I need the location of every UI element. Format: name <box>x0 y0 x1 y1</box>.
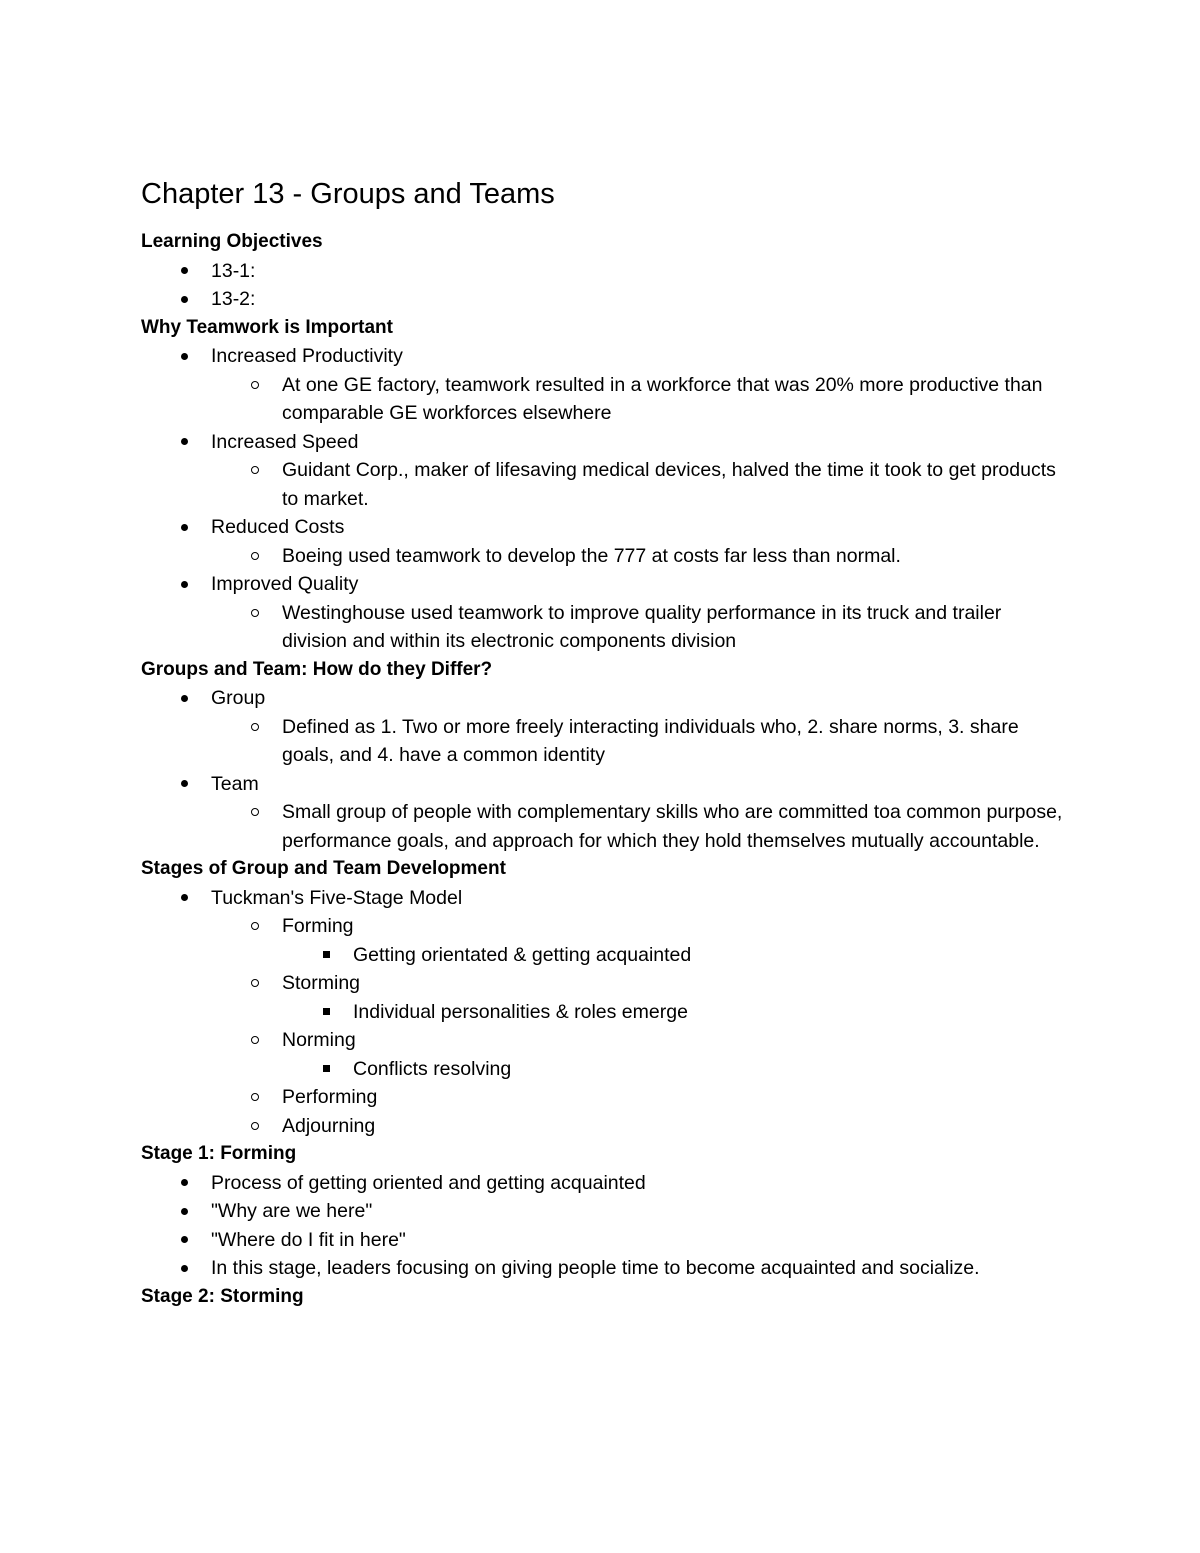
bullet-circle-icon <box>248 1026 262 1055</box>
list-item <box>141 1112 1071 1141</box>
bullet-disc-icon <box>177 570 191 599</box>
bullet-disc-icon <box>177 1226 191 1255</box>
list-item <box>141 684 1071 713</box>
bullet-circle-icon <box>248 1083 262 1112</box>
bullet-disc-icon <box>177 257 191 286</box>
section-heading: Stages of Group and Team Development <box>141 858 506 879</box>
list-item <box>141 428 1071 457</box>
list-item-text: Group <box>211 687 266 709</box>
bullet-disc-icon <box>177 1197 191 1226</box>
page-title: Chapter 13 - Groups and Teams <box>141 178 555 210</box>
list-item-text: Increased Speed <box>211 430 359 453</box>
bullet-circle-icon <box>248 371 262 400</box>
list-item-text: Reduced Costs <box>211 516 345 538</box>
list-item-text: Small group of people with complementary skills who are committed toa common purpose, performance goals, and approach for which they hold themselves mutually accountable. <box>282 801 1063 852</box>
section-heading: Learning Objectives <box>141 231 323 252</box>
bullet-disc-icon <box>177 770 191 799</box>
list-item <box>141 884 1071 913</box>
bullet-circle-icon <box>248 456 262 485</box>
list-item <box>141 371 1071 428</box>
document-body <box>141 228 1071 1311</box>
list-item-text: At one GE factory, teamwork resulted in a workforce that was 20% more productive than comparable GE workforces elsewhere <box>282 373 1043 424</box>
list-item-text: Increased Productivity <box>211 345 403 367</box>
bullet-disc-icon <box>177 285 191 314</box>
list-item <box>141 912 1071 941</box>
section-heading: Stage 2: Storming <box>141 1285 304 1307</box>
list-item-text: "Where do I fit in here" <box>211 1228 406 1251</box>
bullet-circle-icon <box>248 1112 262 1141</box>
list-item <box>141 969 1071 998</box>
list-item-text: Performing <box>282 1086 378 1108</box>
section-heading: Why Teamwork is Important <box>141 316 393 338</box>
list-item-text: Westinghouse used teamwork to improve quality performance in its truck and trailer division and within its electronic components division <box>282 601 1002 652</box>
section-heading: Groups and Team: How do they Differ? <box>141 658 493 680</box>
section-heading: Stage 1: Forming <box>141 1143 297 1164</box>
list-item <box>141 542 1071 571</box>
bullet-disc-icon <box>177 342 191 371</box>
list-item <box>141 342 1071 371</box>
list-item <box>141 1197 1071 1226</box>
list-item-text: Getting orientated & getting acquainted <box>353 943 692 966</box>
bullet-disc-icon <box>177 1169 191 1198</box>
list-item-text: Storming <box>282 972 361 994</box>
bullet-disc-icon <box>177 428 191 457</box>
bullet-disc-icon <box>177 1254 191 1283</box>
list-item-text: 13-2: <box>211 288 256 310</box>
bullet-square-icon <box>319 998 333 1027</box>
list-item-text: Team <box>211 772 259 795</box>
bullet-disc-icon <box>177 513 191 542</box>
list-item-text: Boeing used teamwork to develop the 777 at costs far less than normal. <box>282 544 901 567</box>
list-item <box>141 998 1071 1027</box>
list-item <box>141 599 1071 656</box>
bullet-square-icon <box>319 1055 333 1084</box>
bullet-circle-icon <box>248 798 262 827</box>
bullet-circle-icon <box>248 599 262 628</box>
list-item <box>141 1083 1071 1112</box>
list-item <box>141 941 1071 970</box>
list-item <box>141 798 1071 855</box>
list-item-text: Process of getting oriented and getting acquainted <box>211 1171 646 1194</box>
list-item <box>141 456 1071 513</box>
list-item-text: Individual personalities & roles emerge <box>353 1000 688 1023</box>
list-item-text: In this stage, leaders focusing on giving people time to become acquainted and socialize. <box>211 1257 980 1279</box>
list-item <box>141 1055 1071 1084</box>
bullet-circle-icon <box>248 969 262 998</box>
list-item <box>141 1254 1071 1283</box>
list-item <box>141 1026 1071 1055</box>
list-item <box>141 1169 1071 1198</box>
bullet-circle-icon <box>248 542 262 571</box>
bullet-circle-icon <box>248 713 262 742</box>
list-item-text: Conflicts resolving <box>353 1057 512 1080</box>
bullet-square-icon <box>319 941 333 970</box>
list-item-text: Forming <box>282 915 354 937</box>
bullet-disc-icon <box>177 884 191 913</box>
list-item-text: Tuckman's Five-Stage Model <box>211 886 463 909</box>
list-item <box>141 257 1071 286</box>
list-item-text: Norming <box>282 1029 356 1051</box>
list-item <box>141 713 1071 770</box>
list-item <box>141 570 1071 599</box>
list-item <box>141 770 1071 799</box>
list-item <box>141 1226 1071 1255</box>
bullet-circle-icon <box>248 912 262 941</box>
bullet-disc-icon <box>177 684 191 713</box>
list-item-text: "Why are we here" <box>211 1200 373 1222</box>
list-item-text: 13-1: <box>211 259 256 282</box>
list-item-text: Improved Quality <box>211 573 359 595</box>
list-item-text: Defined as 1. Two or more freely interacting individuals who, 2. share norms, 3. share goals, and 4. have a common identity <box>282 715 1019 766</box>
list-item <box>141 513 1071 542</box>
list-item-text: Adjourning <box>282 1114 376 1137</box>
list-item-text: Guidant Corp., maker of lifesaving medical devices, halved the time it took to get products to market. <box>282 459 1056 510</box>
list-item <box>141 285 1071 314</box>
